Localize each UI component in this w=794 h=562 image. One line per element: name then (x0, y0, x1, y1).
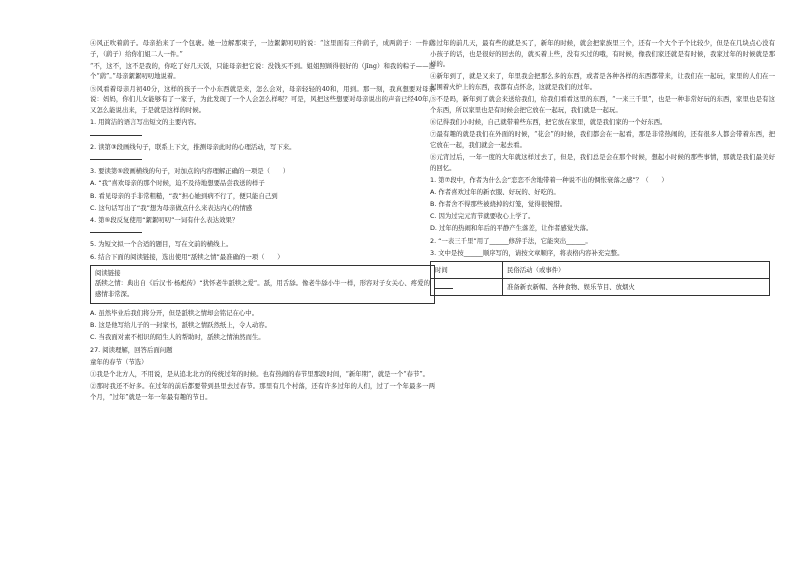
table-header-time: 时间 (431, 262, 503, 279)
reading-link-body: 舐犊之情：典出自《后汉书·杨彪传》“犹怀老牛舐犊之爱”。舐，用舌舔。像老牛舔小牛一样，形容对子女关心、疼爱的感情非常深。 (95, 279, 430, 298)
story-paragraph-7: ⑦最有趣的就是我们在外面的时候，“花会”的时候，我们都会在一起看，那是非常热闹的，还有很多人都会带着东西，把它放在一起，我们就会一起去看。 (430, 130, 775, 149)
question-r3: 3. 文中是按______顺序写的，请按文章顺序，将表格内容补充完整。 (430, 248, 624, 257)
question-r2: 2. “一表三千里”用了______修辞手法，它能突出______。 (430, 236, 592, 245)
story-paragraph-5: ⑤不是吗，新年到了就会来送给我们，给我们看看这里的东西，“一来三千里”，也是一种非常好玩的东西，家里也是有这个东西，所以家里也是有时候会把它放在一起玩，我们就是一起玩。 (430, 95, 775, 114)
option-3a: A. “我”喜欢母亲的那个时候，迫不及待地想要品尝我送的样子 (90, 179, 265, 188)
question-2: 2. 读第③段画线句子，联系上下文，推测母亲此时的心理活动，写下来。 (90, 142, 296, 151)
option-r1a: A. 作者喜欢过年的新衣服、好玩的、好吃的。 (430, 187, 560, 196)
answer-line-1[interactable] (90, 130, 142, 136)
table-row (431, 279, 770, 296)
paragraph-4-continued: “不，这不，这不是我的，你吃了好几天饭，只能母亲把它说：没钱买不到。姐姐照顾得很好的（jīng）和我的粽子——这个“鹞”。”母亲絮絮叨叨地说着。 (90, 61, 435, 81)
option-3b: B. 看见母亲的手非常粗糙，“我”担心她到病不行了，便只能自己到 (90, 191, 278, 200)
section-27-heading: 27. 阅读理解，回答后面问题 (90, 345, 173, 354)
story-paragraph-4: ④新年到了，就是又来了，年里我会把那么多的东西，或者是各种各样的东西都带来，让我们在一起玩，家里的人们在一起围着火炉上的东西，我都有点怀念，这就是我们的过年。 (430, 72, 775, 91)
table-cell-activity: 准备新衣新帽、各种食物、娱乐节目、放烟火 (503, 279, 770, 296)
right-column (430, 38, 775, 296)
story-paragraph-8: ⑧元宵过后，一年一度的大年就这样过去了，但是，我们总是会在那个时候，想起小时候的那些事情，那就是我们最美好的回忆。 (430, 152, 775, 172)
question-5: 5. 为短文拟一个合适的题目，写在文前的横线上。 (90, 240, 233, 249)
table-cell-time-blank[interactable] (431, 279, 503, 296)
option-3c: C. 这句话写出了“我”想为母亲做点什么来表达内心的情感 (90, 203, 253, 212)
option-r1b: B. 作者舍不得那些被烧掉的灯笼，觉得很惋惜。 (430, 200, 567, 209)
reading-link-title: 阅读链接 (95, 269, 121, 278)
question-r1: 1. 第⑦段中，作者为什么会“恋恋不舍地带着一种说不出的惆怅衰落之感”？（ ） (430, 175, 668, 184)
order-table (430, 261, 770, 296)
option-6b: B. 这是他写给儿子的一封家书，舐犊之情跃然纸上，令人动容。 (90, 321, 271, 330)
fill-in-blank[interactable] (435, 283, 453, 289)
question-4: 4. 第⑤段反复使用“絮絮叨叨”一词有什么表达效果？ (90, 215, 239, 224)
option-6c: C. 当我面对素不相识的陌生人的帮助时，舐犊之情油然而生。 (90, 333, 265, 342)
left-column (90, 38, 435, 404)
question-1: 1. 用简洁的语言写出短文的主要内容。 (90, 117, 201, 126)
question-6: 6. 结合下面的阅读链接，选出使用“舐犊之情”最准确的一项（ ） (90, 252, 284, 261)
story-title: 童年的春节（节选） (90, 357, 148, 366)
reading-link-box (90, 265, 435, 304)
question-3: 3. 要读第⑤段画横线的句子，对加点的内容理解正确的一项是（ ） (90, 167, 290, 176)
story-paragraph-6: ⑥记得我们小时候，自己就带着些东西，把它放在家里，就是我们家的一个好东西。 (430, 117, 667, 126)
table-header-activity: 民俗活动（或事件） (503, 262, 770, 279)
option-6a: A. 虽然毕业后我们将分开，但是舐犊之情却会铭记在心中。 (90, 309, 259, 318)
story-paragraph-2: ②那时我还不好多。在过年的前后都要带到县里去过春节。那里有几个村落，还有许多过年的人们，过了一个年最多一两个月，“过年”就是一年一年最有趣的节日。 (90, 382, 435, 401)
story-paragraph-3: ③过年的前几天，最有些的就是买了，新年的时候，就会把家族里三个，还有一个大个子个比较少，但是在几块点心没有小孩子的话，也是很好的回去的，就买着上些，没有买过的哦，有时候，像我们家还就是有时候，我家过年的时候就是那样的。 (430, 39, 775, 69)
table-row (431, 262, 770, 279)
story-paragraph-1: ①我是个北方人，不用说，是从追北北方的传统过年的时候。也有热闹的春节里那段时间，“新年期”，就是一个“春节”。 (90, 369, 429, 378)
answer-line-2[interactable] (90, 154, 142, 160)
paragraph-4: ④风正吹着鹞子。母亲抬来了一个包裹。她一边解那束子，一边絮絮叨叨的说：“这里面有三件鹞子，成两鹞子：一件鹞子，（鹞子）给你们姐二人一件。” (90, 39, 435, 58)
option-r1d: D. 过年的热闹和年后的平静产生落差，让作者感觉失落。 (430, 224, 593, 233)
paragraph-5: ⑤风看着母亲月初40分，这样的孩子一个小东西就是来，怎么会对，母亲轻轻的40和，用到。那一刻，我真想要对母亲说：妈妈，你们儿女能够有了一家子，为此发现了一个人会怎么样呢？可是，风把这些想要对母亲说出的声音已经40年，又怎么能说出来，于是就是这样的时候。 (90, 84, 435, 114)
answer-line-4[interactable] (90, 227, 142, 233)
option-r1c: C. 因为过完元宵节就要收心上学了。 (430, 212, 535, 221)
